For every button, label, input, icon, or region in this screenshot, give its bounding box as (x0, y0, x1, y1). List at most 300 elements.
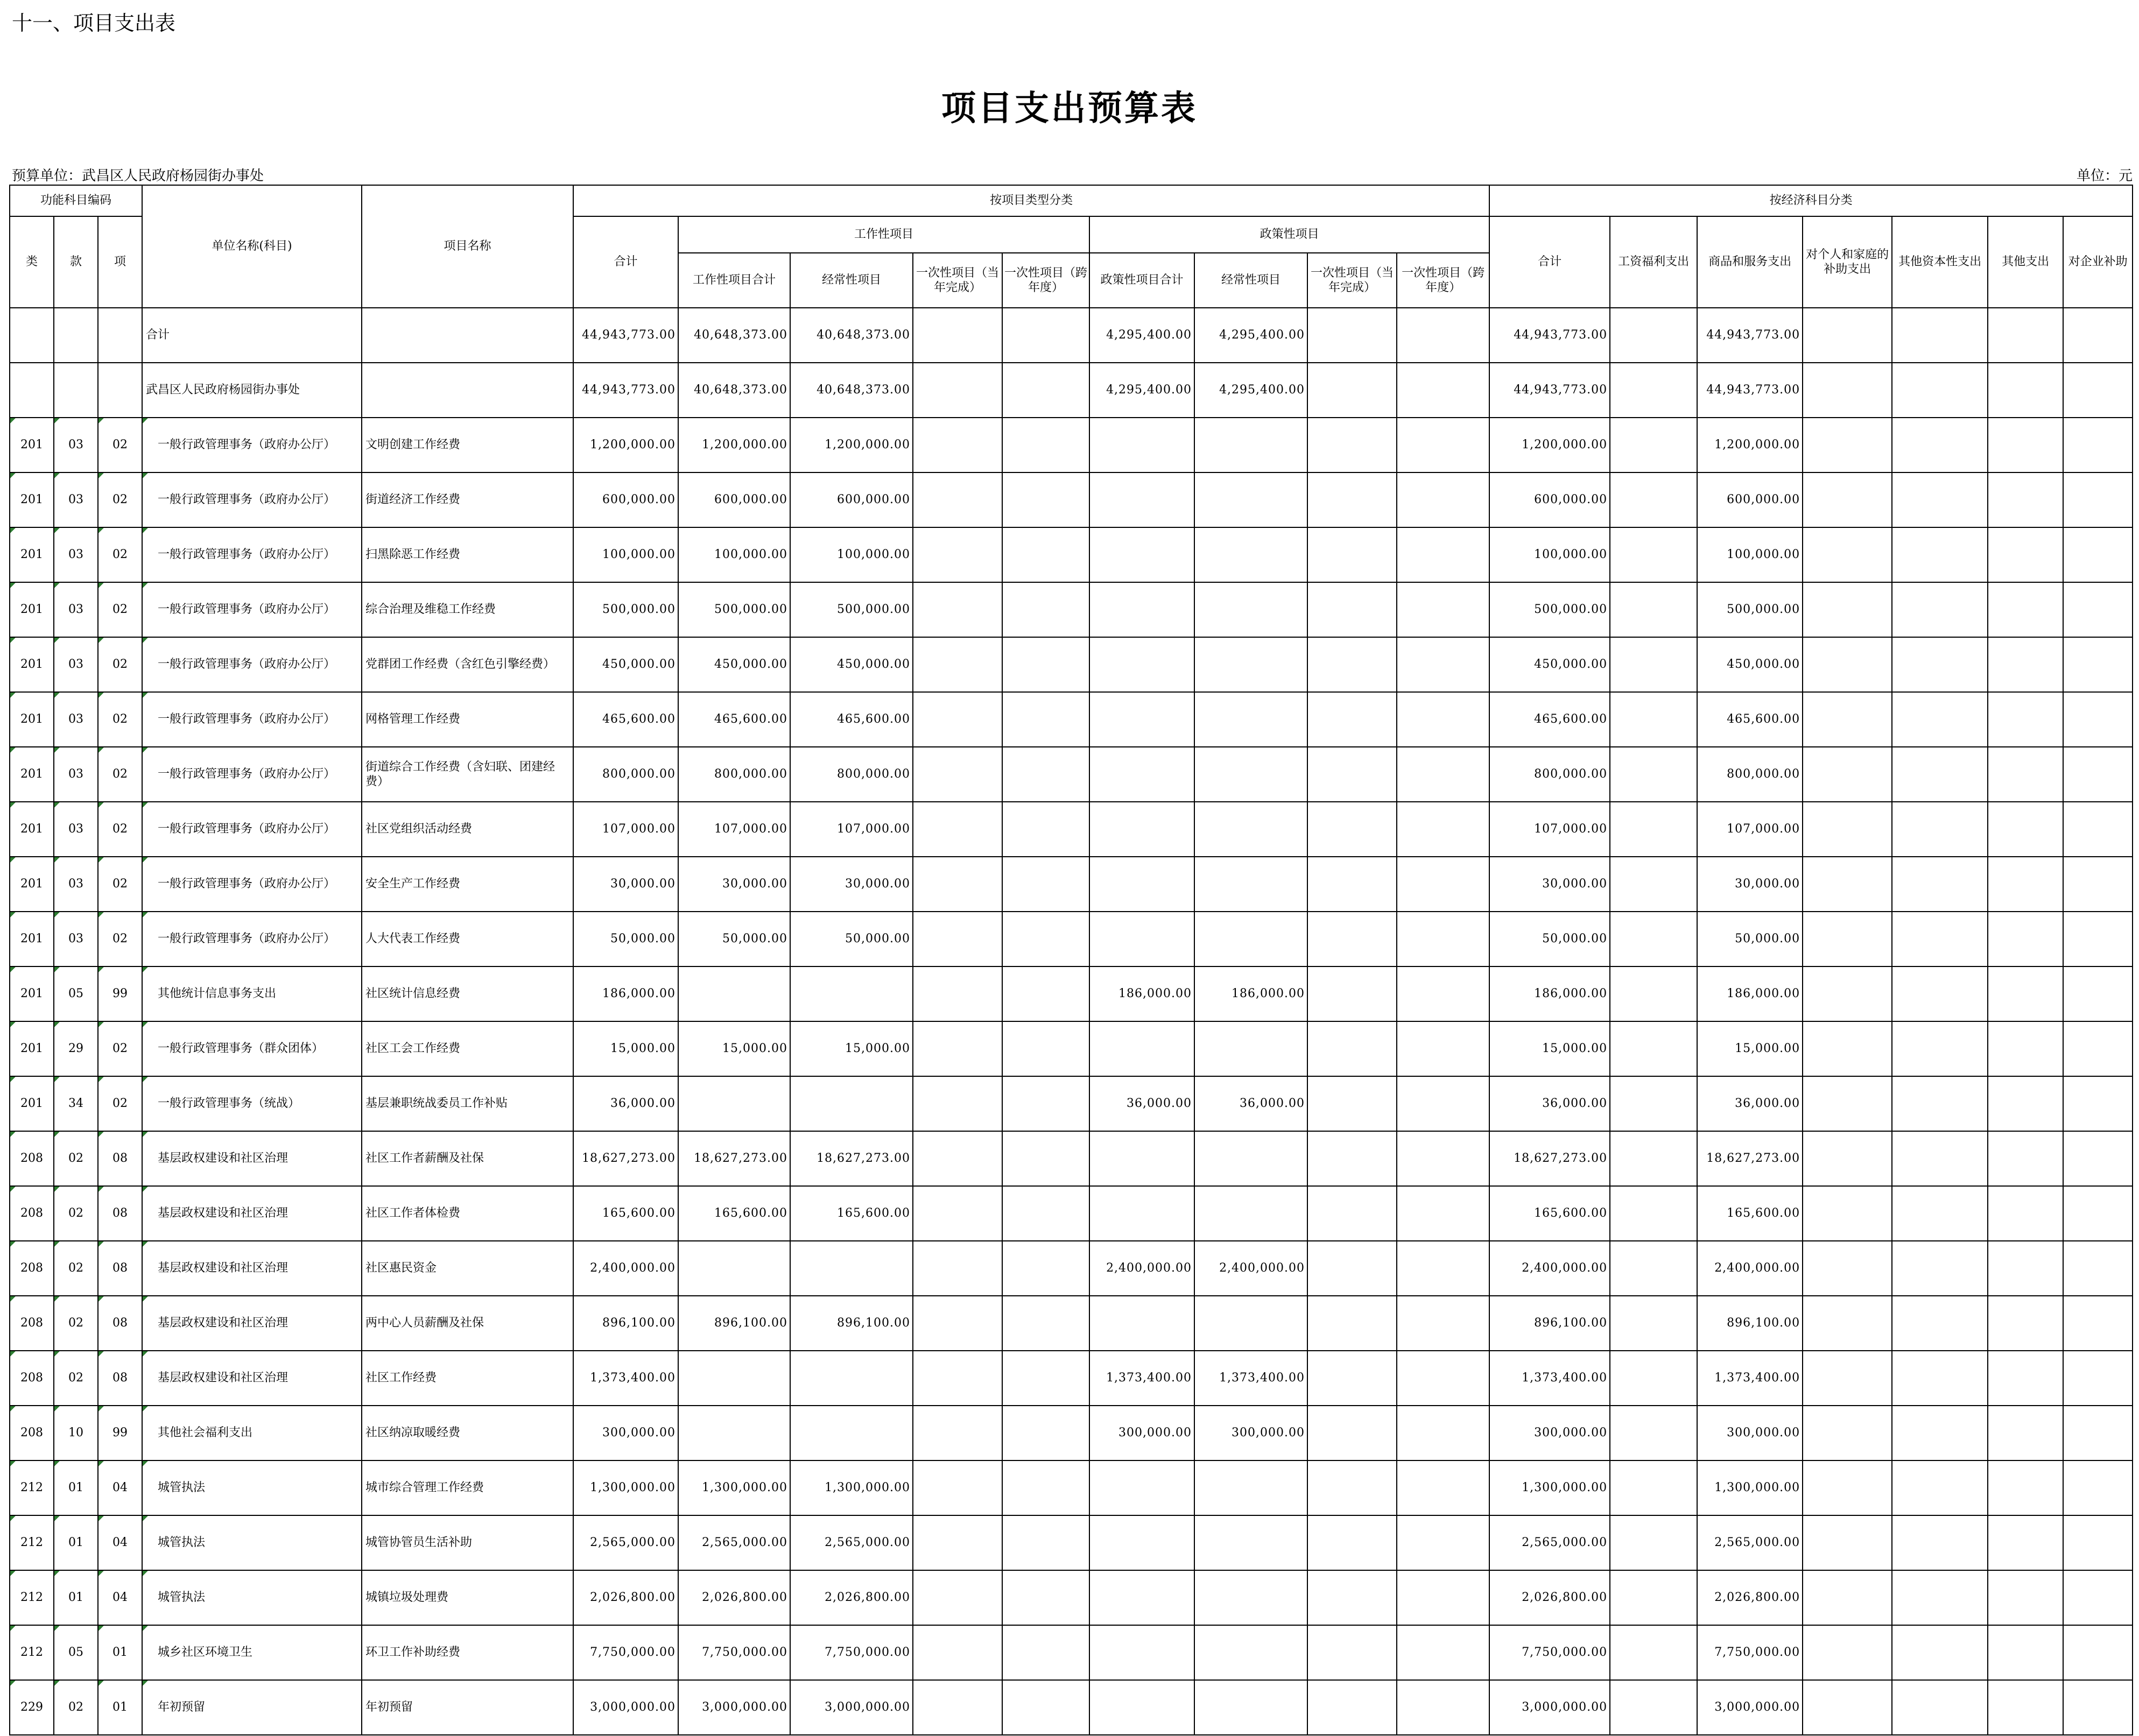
cell-enterprise (2063, 1406, 2133, 1460)
cell-policy-once-cross (1397, 1406, 1489, 1460)
cell-enterprise (2063, 308, 2133, 363)
cell-other (1988, 1570, 2063, 1625)
cell-policy-total (1089, 802, 1194, 857)
cell-xiang: 04 (98, 1570, 142, 1625)
cell-wages (1610, 637, 1697, 692)
cell-policy-total (1089, 1515, 1194, 1570)
cell-other (1988, 1406, 2063, 1460)
cell-wages (1610, 966, 1697, 1021)
cell-kuan: 05 (54, 1625, 98, 1680)
cell-work-once-current (913, 1625, 1002, 1680)
project-expenditure-table (9, 185, 2133, 1735)
cell-total: 300,000.00 (573, 1406, 678, 1460)
header-policy-regular: 经常性项目 (1194, 253, 1307, 308)
cell-policy-once-cross (1397, 857, 1489, 912)
cell-work-regular: 50,000.00 (790, 912, 913, 966)
cell-enterprise (2063, 966, 2133, 1021)
cell-work-total: 40,648,373.00 (678, 363, 790, 418)
cell-policy-once-current (1307, 1515, 1397, 1570)
cell-policy-once-current (1307, 1076, 1397, 1131)
cell-xiang: 02 (98, 912, 142, 966)
table-row (10, 692, 2133, 747)
cell-work-once-cross (1002, 1515, 1089, 1570)
cell-project-name: 街道综合工作经费（含妇联、团建经费） (362, 747, 573, 802)
cell-work-once-current (913, 857, 1002, 912)
cell-kuan (54, 308, 98, 363)
header-capital: 其他资本性支出 (1892, 216, 1988, 308)
cell-capital (1892, 1076, 1988, 1131)
table-row (10, 308, 2133, 363)
table-row (10, 637, 2133, 692)
cell-other (1988, 1625, 2063, 1680)
cell-project-name: 安全生产工作经费 (362, 857, 573, 912)
header-other: 其他支出 (1988, 216, 2063, 308)
cell-work-once-cross (1002, 637, 1089, 692)
cell-xiang (98, 308, 142, 363)
cell-work-once-current (913, 1186, 1002, 1241)
cell-project-name: 社区党组织活动经费 (362, 802, 573, 857)
cell-project-name: 社区工作者薪酬及社保 (362, 1131, 573, 1186)
cell-capital (1892, 692, 1988, 747)
cell-policy-regular: 186,000.00 (1194, 966, 1307, 1021)
cell-xiang: 02 (98, 857, 142, 912)
cell-unit-name: 基层政权建设和社区治理 (142, 1186, 362, 1241)
cell-work-total: 40,648,373.00 (678, 308, 790, 363)
cell-work-regular: 1,300,000.00 (790, 1460, 913, 1515)
cell-unit-name: 其他统计信息事务支出 (142, 966, 362, 1021)
cell-xiang: 99 (98, 966, 142, 1021)
header-kuan: 款 (54, 216, 98, 308)
cell-capital (1892, 418, 1988, 472)
cell-econ-total: 3,000,000.00 (1489, 1680, 1610, 1735)
cell-project-name: 两中心人员薪酬及社保 (362, 1296, 573, 1351)
cell-other (1988, 308, 2063, 363)
cell-unit-name: 年初预留 (142, 1680, 362, 1735)
cell-total: 896,100.00 (573, 1296, 678, 1351)
cell-xiang: 01 (98, 1625, 142, 1680)
cell-enterprise (2063, 802, 2133, 857)
table-row (10, 363, 2133, 418)
cell-policy-total (1089, 472, 1194, 527)
cell-xiang: 02 (98, 637, 142, 692)
cell-policy-once-current (1307, 857, 1397, 912)
cell-policy-total (1089, 527, 1194, 582)
table-row (10, 966, 2133, 1021)
cell-project-name: 环卫工作补助经费 (362, 1625, 573, 1680)
cell-wages (1610, 1351, 1697, 1406)
cell-other (1988, 802, 2063, 857)
cell-policy-once-current (1307, 363, 1397, 418)
cell-policy-once-cross (1397, 1515, 1489, 1570)
cell-kuan: 03 (54, 527, 98, 582)
cell-policy-total (1089, 1186, 1194, 1241)
cell-project-name: 社区工作经费 (362, 1351, 573, 1406)
cell-policy-once-current (1307, 1460, 1397, 1515)
table-row (10, 857, 2133, 912)
cell-work-once-cross (1002, 363, 1089, 418)
cell-policy-total (1089, 692, 1194, 747)
cell-econ-total: 800,000.00 (1489, 747, 1610, 802)
cell-econ-total: 18,627,273.00 (1489, 1131, 1610, 1186)
cell-policy-regular (1194, 418, 1307, 472)
cell-project-name: 人大代表工作经费 (362, 912, 573, 966)
cell-work-regular: 1,200,000.00 (790, 418, 913, 472)
cell-work-total: 600,000.00 (678, 472, 790, 527)
table-row (10, 1406, 2133, 1460)
cell-personal (1803, 1076, 1892, 1131)
cell-other (1988, 582, 2063, 637)
cell-total: 44,943,773.00 (573, 363, 678, 418)
cell-policy-regular: 300,000.00 (1194, 1406, 1307, 1460)
cell-work-once-cross (1002, 527, 1089, 582)
cell-work-once-cross (1002, 1021, 1089, 1076)
cell-goods: 1,300,000.00 (1697, 1460, 1803, 1515)
cell-enterprise (2063, 692, 2133, 747)
cell-xiang: 01 (98, 1680, 142, 1735)
cell-work-once-cross (1002, 747, 1089, 802)
cell-wages (1610, 418, 1697, 472)
cell-capital (1892, 1515, 1988, 1570)
cell-policy-total (1089, 1570, 1194, 1625)
cell-lei: 212 (10, 1625, 54, 1680)
cell-goods: 100,000.00 (1697, 527, 1803, 582)
cell-unit-name: 一般行政管理事务（政府办公厅） (142, 747, 362, 802)
cell-work-regular: 896,100.00 (790, 1296, 913, 1351)
cell-policy-regular (1194, 1515, 1307, 1570)
cell-lei: 201 (10, 747, 54, 802)
cell-xiang: 08 (98, 1241, 142, 1296)
cell-policy-once-cross (1397, 363, 1489, 418)
cell-work-once-cross (1002, 418, 1089, 472)
cell-policy-total: 36,000.00 (1089, 1076, 1194, 1131)
cell-policy-once-cross (1397, 472, 1489, 527)
cell-xiang: 02 (98, 1076, 142, 1131)
cell-policy-once-current (1307, 1406, 1397, 1460)
cell-wages (1610, 1406, 1697, 1460)
table-row (10, 802, 2133, 857)
cell-goods: 50,000.00 (1697, 912, 1803, 966)
cell-personal (1803, 308, 1892, 363)
cell-personal (1803, 418, 1892, 472)
cell-kuan (54, 363, 98, 418)
cell-enterprise (2063, 637, 2133, 692)
cell-work-once-cross (1002, 1241, 1089, 1296)
cell-other (1988, 1351, 2063, 1406)
cell-policy-regular (1194, 1296, 1307, 1351)
cell-work-once-current (913, 912, 1002, 966)
cell-work-regular: 100,000.00 (790, 527, 913, 582)
cell-unit-name: 基层政权建设和社区治理 (142, 1296, 362, 1351)
cell-work-once-current (913, 1570, 1002, 1625)
cell-wages (1610, 1131, 1697, 1186)
cell-goods: 465,600.00 (1697, 692, 1803, 747)
cell-policy-once-current (1307, 1241, 1397, 1296)
cell-econ-total: 465,600.00 (1489, 692, 1610, 747)
cell-econ-total: 2,400,000.00 (1489, 1241, 1610, 1296)
cell-capital (1892, 912, 1988, 966)
cell-kuan: 10 (54, 1406, 98, 1460)
cell-enterprise (2063, 1186, 2133, 1241)
cell-unit-name: 武昌区人民政府杨园街办事处 (142, 363, 362, 418)
header-by-type: 按项目类型分类 (573, 185, 1489, 216)
cell-econ-total: 100,000.00 (1489, 527, 1610, 582)
cell-policy-once-cross (1397, 1076, 1489, 1131)
cell-capital (1892, 1625, 1988, 1680)
cell-unit-name: 城乡社区环境卫生 (142, 1625, 362, 1680)
cell-unit-name: 一般行政管理事务（群众团体） (142, 1021, 362, 1076)
cell-work-regular: 500,000.00 (790, 582, 913, 637)
cell-wages (1610, 1021, 1697, 1076)
cell-total: 15,000.00 (573, 1021, 678, 1076)
cell-personal (1803, 637, 1892, 692)
cell-kuan: 03 (54, 747, 98, 802)
cell-enterprise (2063, 1515, 2133, 1570)
cell-policy-regular (1194, 802, 1307, 857)
cell-policy-total: 4,295,400.00 (1089, 308, 1194, 363)
cell-enterprise (2063, 363, 2133, 418)
cell-policy-once-cross (1397, 966, 1489, 1021)
table-row (10, 472, 2133, 527)
cell-project-name: 文明创建工作经费 (362, 418, 573, 472)
cell-policy-total (1089, 1296, 1194, 1351)
cell-policy-regular: 2,400,000.00 (1194, 1241, 1307, 1296)
cell-econ-total: 50,000.00 (1489, 912, 1610, 966)
cell-wages (1610, 1460, 1697, 1515)
cell-policy-once-current (1307, 1625, 1397, 1680)
cell-policy-once-current (1307, 1570, 1397, 1625)
cell-capital (1892, 1241, 1988, 1296)
cell-econ-total: 1,200,000.00 (1489, 418, 1610, 472)
cell-goods: 44,943,773.00 (1697, 308, 1803, 363)
cell-work-once-current (913, 1241, 1002, 1296)
cell-policy-once-cross (1397, 1021, 1489, 1076)
cell-policy-total (1089, 418, 1194, 472)
cell-project-name: 城市综合管理工作经费 (362, 1460, 573, 1515)
cell-xiang: 02 (98, 582, 142, 637)
cell-work-regular: 107,000.00 (790, 802, 913, 857)
cell-project-name: 年初预留 (362, 1680, 573, 1735)
cell-work-total: 3,000,000.00 (678, 1680, 790, 1735)
cell-other (1988, 1296, 2063, 1351)
cell-econ-total: 44,943,773.00 (1489, 363, 1610, 418)
cell-other (1988, 472, 2063, 527)
cell-econ-total: 36,000.00 (1489, 1076, 1610, 1131)
cell-total: 2,565,000.00 (573, 1515, 678, 1570)
cell-policy-total (1089, 857, 1194, 912)
cell-policy-once-cross (1397, 582, 1489, 637)
cell-total: 165,600.00 (573, 1186, 678, 1241)
cell-project-name: 社区惠民资金 (362, 1241, 573, 1296)
cell-wages (1610, 912, 1697, 966)
cell-lei: 201 (10, 1076, 54, 1131)
cell-goods: 600,000.00 (1697, 472, 1803, 527)
cell-capital (1892, 1296, 1988, 1351)
cell-kuan: 03 (54, 418, 98, 472)
cell-policy-once-current (1307, 966, 1397, 1021)
cell-work-total: 450,000.00 (678, 637, 790, 692)
cell-personal (1803, 1131, 1892, 1186)
cell-work-once-current (913, 692, 1002, 747)
cell-work-total: 2,026,800.00 (678, 1570, 790, 1625)
cell-econ-total: 186,000.00 (1489, 966, 1610, 1021)
cell-policy-once-cross (1397, 1241, 1489, 1296)
cell-capital (1892, 802, 1988, 857)
cell-personal (1803, 747, 1892, 802)
cell-other (1988, 1186, 2063, 1241)
cell-work-total: 465,600.00 (678, 692, 790, 747)
cell-work-total: 30,000.00 (678, 857, 790, 912)
cell-econ-total: 107,000.00 (1489, 802, 1610, 857)
cell-work-once-current (913, 527, 1002, 582)
cell-other (1988, 1131, 2063, 1186)
cell-policy-once-current (1307, 1131, 1397, 1186)
cell-work-total: 107,000.00 (678, 802, 790, 857)
cell-xiang: 02 (98, 418, 142, 472)
cell-policy-once-cross (1397, 1351, 1489, 1406)
cell-unit-name: 一般行政管理事务（统战） (142, 1076, 362, 1131)
table-row (10, 1241, 2133, 1296)
header-regular: 经常性项目 (790, 253, 913, 308)
cell-policy-total: 4,295,400.00 (1089, 363, 1194, 418)
cell-wages (1610, 1296, 1697, 1351)
cell-goods: 44,943,773.00 (1697, 363, 1803, 418)
cell-personal (1803, 1570, 1892, 1625)
cell-work-regular: 450,000.00 (790, 637, 913, 692)
header-policy-total: 政策性项目合计 (1089, 253, 1194, 308)
cell-work-regular (790, 1076, 913, 1131)
cell-work-once-cross (1002, 1570, 1089, 1625)
cell-goods: 7,750,000.00 (1697, 1625, 1803, 1680)
cell-xiang: 04 (98, 1460, 142, 1515)
cell-policy-total: 300,000.00 (1089, 1406, 1194, 1460)
cell-policy-total (1089, 637, 1194, 692)
cell-personal (1803, 912, 1892, 966)
cell-project-name (362, 308, 573, 363)
cell-goods: 15,000.00 (1697, 1021, 1803, 1076)
cell-kuan: 34 (54, 1076, 98, 1131)
cell-unit-name: 其他社会福利支出 (142, 1406, 362, 1460)
cell-personal (1803, 363, 1892, 418)
table-row (10, 1076, 2133, 1131)
cell-policy-once-cross (1397, 1680, 1489, 1735)
cell-total: 450,000.00 (573, 637, 678, 692)
cell-enterprise (2063, 1021, 2133, 1076)
cell-lei: 201 (10, 418, 54, 472)
cell-capital (1892, 637, 1988, 692)
cell-policy-once-current (1307, 308, 1397, 363)
cell-policy-regular (1194, 527, 1307, 582)
cell-work-regular (790, 1406, 913, 1460)
cell-work-once-cross (1002, 966, 1089, 1021)
cell-work-once-current (913, 1406, 1002, 1460)
cell-enterprise (2063, 747, 2133, 802)
cell-work-total: 50,000.00 (678, 912, 790, 966)
cell-work-regular (790, 1351, 913, 1406)
cell-capital (1892, 1460, 1988, 1515)
cell-goods: 300,000.00 (1697, 1406, 1803, 1460)
cell-econ-total: 44,943,773.00 (1489, 308, 1610, 363)
cell-policy-regular (1194, 912, 1307, 966)
cell-work-once-cross (1002, 1625, 1089, 1680)
cell-policy-regular (1194, 857, 1307, 912)
cell-kuan: 01 (54, 1570, 98, 1625)
cell-wages (1610, 1570, 1697, 1625)
header-by-econ: 按经济科目分类 (1489, 185, 2133, 216)
cell-work-total: 1,200,000.00 (678, 418, 790, 472)
cell-enterprise (2063, 1241, 2133, 1296)
cell-work-total: 800,000.00 (678, 747, 790, 802)
cell-kuan: 03 (54, 857, 98, 912)
cell-personal (1803, 1351, 1892, 1406)
cell-policy-regular (1194, 1131, 1307, 1186)
cell-other (1988, 966, 2063, 1021)
cell-policy-once-cross (1397, 1296, 1489, 1351)
cell-lei: 201 (10, 637, 54, 692)
cell-policy-total (1089, 1131, 1194, 1186)
cell-personal (1803, 1186, 1892, 1241)
cell-enterprise (2063, 857, 2133, 912)
cell-lei: 229 (10, 1680, 54, 1735)
cell-policy-once-current (1307, 527, 1397, 582)
cell-work-once-current (913, 747, 1002, 802)
cell-project-name (362, 363, 573, 418)
cell-lei: 201 (10, 582, 54, 637)
cell-unit-name: 城管执法 (142, 1570, 362, 1625)
cell-econ-total: 7,750,000.00 (1489, 1625, 1610, 1680)
cell-personal (1803, 527, 1892, 582)
cell-project-name: 基层兼职统战委员工作补贴 (362, 1076, 573, 1131)
cell-enterprise (2063, 1570, 2133, 1625)
cell-enterprise (2063, 1680, 2133, 1735)
cell-policy-once-current (1307, 692, 1397, 747)
cell-unit-name: 城管执法 (142, 1460, 362, 1515)
cell-work-total: 15,000.00 (678, 1021, 790, 1076)
cell-other (1988, 527, 2063, 582)
cell-lei: 208 (10, 1186, 54, 1241)
cell-kuan: 02 (54, 1680, 98, 1735)
cell-xiang: 02 (98, 747, 142, 802)
cell-policy-regular (1194, 472, 1307, 527)
cell-policy-once-current (1307, 747, 1397, 802)
cell-policy-regular: 36,000.00 (1194, 1076, 1307, 1131)
cell-other (1988, 1076, 2063, 1131)
cell-project-name: 社区统计信息经费 (362, 966, 573, 1021)
cell-enterprise (2063, 472, 2133, 527)
cell-policy-regular (1194, 1186, 1307, 1241)
cell-total: 50,000.00 (573, 912, 678, 966)
cell-unit-name: 城管执法 (142, 1515, 362, 1570)
cell-kuan: 03 (54, 637, 98, 692)
cell-wages (1610, 1076, 1697, 1131)
cell-total: 100,000.00 (573, 527, 678, 582)
header-personal: 对个人和家庭的补助支出 (1803, 216, 1892, 308)
cell-work-once-current (913, 1296, 1002, 1351)
header-total: 合计 (573, 216, 678, 308)
cell-other (1988, 692, 2063, 747)
cell-policy-once-cross (1397, 1186, 1489, 1241)
cell-work-total: 100,000.00 (678, 527, 790, 582)
cell-total: 1,373,400.00 (573, 1351, 678, 1406)
cell-goods: 500,000.00 (1697, 582, 1803, 637)
cell-capital (1892, 1186, 1988, 1241)
cell-unit-name: 一般行政管理事务（政府办公厅） (142, 418, 362, 472)
cell-wages (1610, 692, 1697, 747)
table-body (10, 308, 2133, 1735)
cell-xiang: 99 (98, 1406, 142, 1460)
cell-kuan: 01 (54, 1460, 98, 1515)
cell-other (1988, 363, 2063, 418)
cell-unit-name: 一般行政管理事务（政府办公厅） (142, 857, 362, 912)
